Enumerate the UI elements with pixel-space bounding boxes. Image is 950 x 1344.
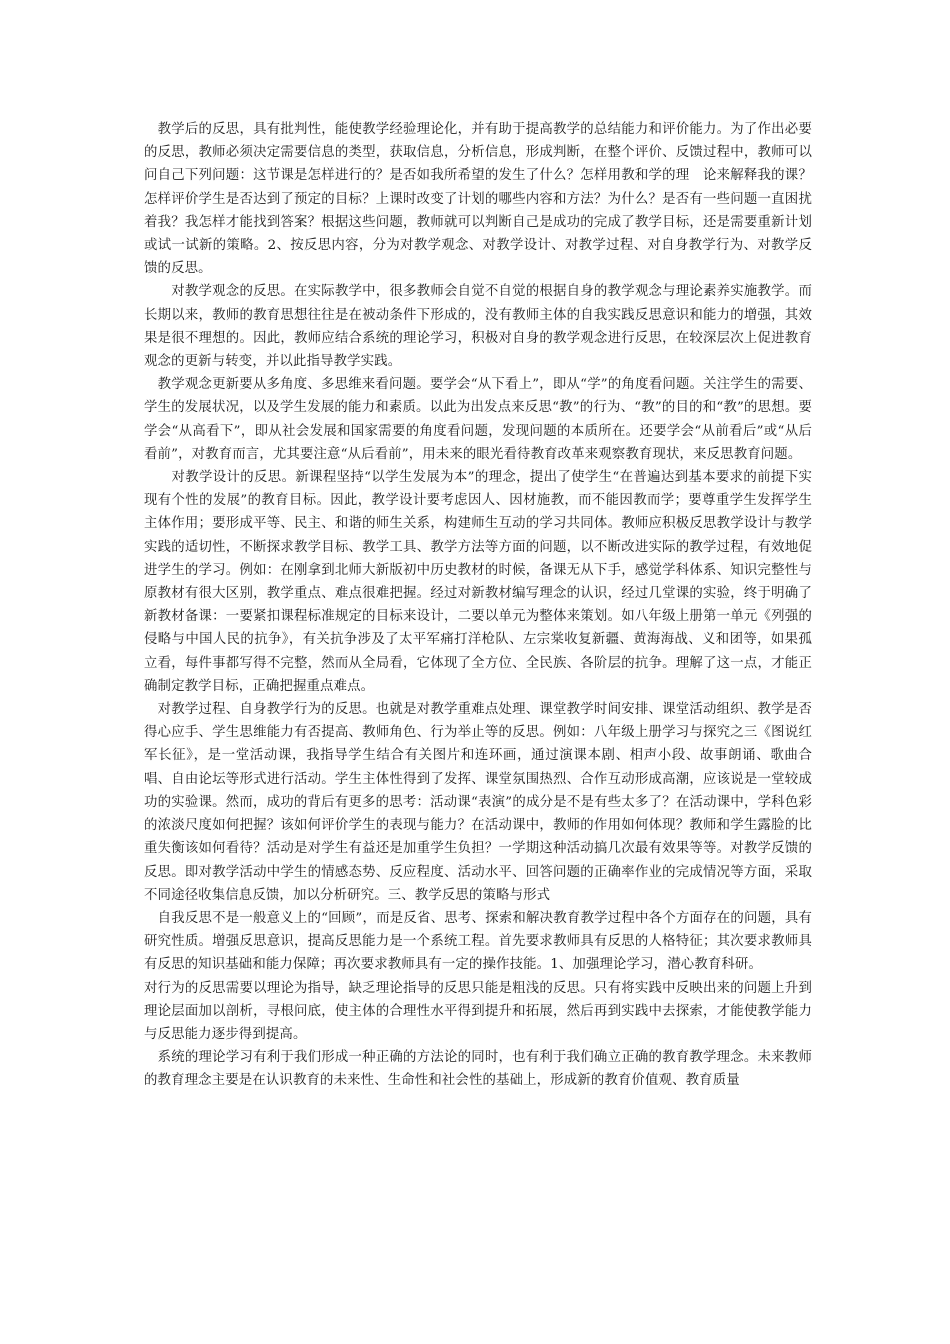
paragraph-concept-update: 教学观念更新要从多角度、多思维来看问题。要学会“从下看上”，即从“学”的角度看问题。关注学生的需要、学生的发展状况，以及学生发展的能力和素质。以此为出发点来反思“教”的行为、“教”的目的和“教”的思想。要学会“从高看下”，即从社会发展和国家需要的角度看问题，发现问题的本质所在。还要学会“从前看后”或“从后看前”，对教育而言，尤其要注意“从后看前”，用未来的眼光看待教育改革来观察教育现状，来反思教育问题。 bbox=[144, 377, 812, 462]
paragraph-teaching-design-reflection: 对教学设计的反思。新课程坚持“以学生发展为本”的理念，提出了使学生“在普遍达到基本要求的前提下实现有个性的发展”的教育目标。因此，教学设计要考虑因人、因材施教，而不能因教而学；要尊重学生发挥学生主体作用；要形成平等、民主、和谐的师生关系，构建师生互动的学习共同体。教师应积极反思教学设计与教学实践的适切性，不断探求教学目标、教学工具、教学方法等方面的问题，以不断改进实际的教学过程，有效地促进学生的学习。例如：在刚拿到北师大新版初中历史教材的时候，备课无从下手，感觉学科体系、知识完整性与原教材有很大区别，教学重点、难点很难把握。经过对新教材编写理念的认识，经过几堂课的实验，终于明确了新教材备课：一要紧扣课程标准规定的目标来设计，二要以单元为整体来策划。如八年级上册第一单元《列强的侵略与中国人民的抗争》，有关抗争涉及了太平军痛打洋枪队、左宗棠收复新疆、黄海海战、义和团等，如果孤立看，每件事都写得不完整，然而从全局看，它体现了全方位、全民族、各阶层的抗争。理解了这一点，才能正确制定教学目标，正确把握重点难点。 bbox=[144, 470, 812, 694]
paragraph-reflection-after-teaching: 教学后的反思，具有批判性，能使教学经验理论化，并有助于提高教学的总结能力和评价能力。为了作出必要的反思，教师必须决定需要信息的类型，获取信息，分析信息，形成判断，在整个评价、反馈过程中，教师可以问自己下列问题：这节课是怎样进行的？是否如我所希望的发生了什么？怎样用教和学的理 论来解释我的课？怎样评价学生是否达到了预定的目标？上课时改变了计划的哪些内容和方法？为什么？是否有一些问题一直困扰着我？我怎样才能找到答案？根据这些问题，教师就可以判断自己是成功的完成了教学目标，还是需要重新计划或试一试新的策略。2、按反思内容，分为对教学观念、对教学设计、对教学过程、对自身教学行为、对教学反馈的反思。 bbox=[144, 122, 812, 277]
paragraph-theory-guidance: 对行为的反思需要以理论为指导，缺乏理论指导的反思只能是粗浅的反思。只有将实践中反映出来的问题上升到理论层面加以剖析，寻根问底，使主体的合理性水平得到提升和拓展，然后再到实践中去探索，才能使教学能力与反思能力逐步得到提高。 bbox=[144, 980, 812, 1042]
paragraph-teaching-process-reflection: 对教学过程、自身教学行为的反思。也就是对教学重难点处理、课堂教学时间安排、课堂活动组织、教学是否得心应手、学生思维能力有否提高、教师角色、行为举止等的反思。例如：八年级上册学习与探究之三《图说红军长征》，是一堂活动课，我指导学生结合有关图片和连环画，通过演课本剧、相声小段、故事朗诵、歌曲合唱、自由论坛等形式进行活动。学生主体性得到了发挥、课堂氛围热烈、合作互动形成高潮，应该说是一堂较成功的实验课。然而，成功的背后有更多的思考：活动课“表演”的成分是不是有些太多了？在活动课中，学科色彩的浓淡尺度如何把握？该如何评价学生的表现与能力？在活动课中，教师的作用如何体现？教师和学生露脸的比重失衡该如何看待？活动是对学生有益还是加重学生负担？一学期这种活动搞几次最有效果等等。对教学反馈的反思。即对教学活动中学生的情感态势、反应程度、活动水平、回答问题的正确率作业的完成情况等方面，采取不同途径收集信息反馈，加以分析研究。三、教学反思的策略与形式 bbox=[144, 702, 812, 903]
paragraph-self-reflection: 自我反思不是一般意义上的“回顾”，而是反省、思考、探索和解决教育教学过程中各个方面存在的问题，具有研究性质。增强反思意识，提高反思能力是一个系统工程。首先要求教师具有反思的人格特征；其次要求教师具有反思的知识基础和能力保障；再次要求教师具有一定的操作技能。1、加强理论学习，潜心教育科研。 bbox=[144, 910, 812, 973]
document-page bbox=[144, 118, 812, 1093]
paragraph-systematic-theory-study: 系统的理论学习有利于我们形成一种正确的方法论的同时，也有利于我们确立正确的教育教学理念。未来教师的教育理念主要是在认识教育的未来性、生命性和社会性的基础上，形成新的教育价值观、教育质量 bbox=[144, 1050, 812, 1089]
paragraph-teaching-concept-reflection: 对教学观念的反思。在实际教学中，很多教师会自觉不自觉的根据自身的教学观念与理论素养实施教学。而长期以来，教师的教育思想往往是在被动条件下形成的，没有教师主体的自我实践反思意识和能力的增强，其效果是很不理想的。因此，教师应结合系统的理论学习，积极对自身的教学观念进行反思，在较深层次上促进教育观念的更新与转变，并以此指导教学实践。 bbox=[144, 284, 812, 370]
